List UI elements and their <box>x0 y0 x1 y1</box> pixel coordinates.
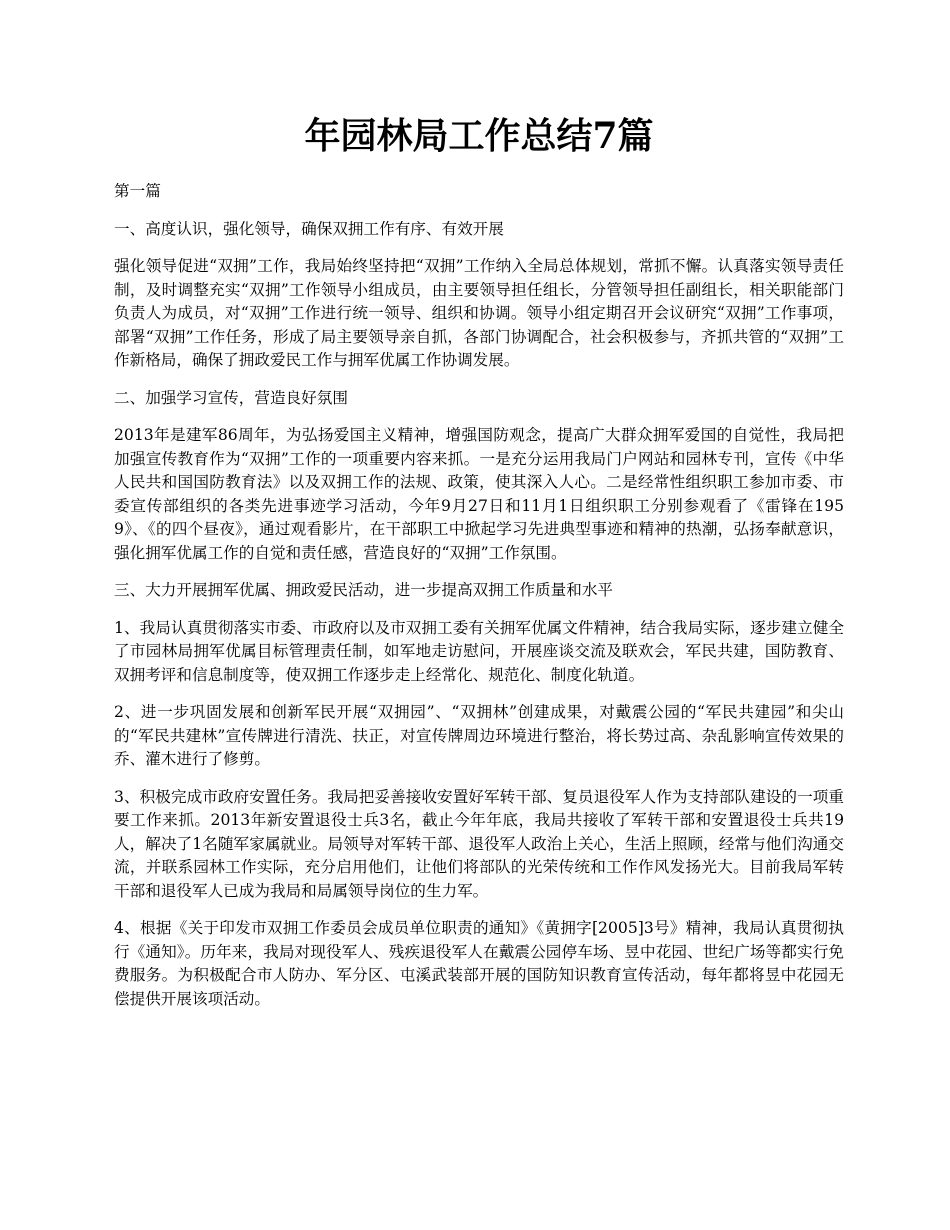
heading-3: 三、大力开展拥军优属、拥政爱民活动，进一步提高双拥工作质量和水平 <box>114 581 614 599</box>
paragraph-3: 1、我局认真贯彻落实市委、市政府以及市双拥工委有关拥军优属文件精神，结合我局实际，逐步建立健全了市园林局拥军优属目标管理责任制，如军地走访慰问，开展座谈交流及联欢会，军民共建，国防教育、双拥考评和信息制度等，使双拥工作逐步走上经常化、规范化、制度化轨道。 <box>114 618 844 684</box>
paragraph-5: 3、积极完成市政府安置任务。我局把妥善接收安置好军转干部、复员退役军人作为支持部队建设的一项重要工作来抓。2013年新安置退役士兵3名，截止今年年底，我局共接收了军转干部和安置退役士兵共19人，解决了1名随军家属就业。局领导对军转干部、退役军人政治上关心，生活上照顾，经常与他们沟通交流，并联系园林工作实际，充分启用他们，让他们将部队的光荣传统和工作作风发扬光大。目前我局军转干部和退役军人已成为我局和局属领导岗位的生力军。 <box>114 787 844 900</box>
section-label: 第一篇 <box>114 182 161 200</box>
paragraph-4: 2、进一步巩固发展和创新军民开展“双拥园”、“双拥林”创建成果，对戴震公园的“军民共建园”和尖山的“军民共建林”宣传牌进行清洗、扶正，对宣传牌周边环境进行整治，将长势过高、杂乱影响宣传效果的乔、灌木进行了修剪。 <box>114 703 844 768</box>
document-title: 年园林局工作总结7篇 <box>304 115 654 157</box>
document-body <box>114 180 844 1025</box>
paragraph-2: 2013年是建军86周年，为弘扬爱国主义精神，增强国防观念，提高广大群众拥军爱国的自觉性，我局把加强宣传教育作为“双拥”工作的一项重要内容来抓。一是充分运用我局门户网站和园林专刊，宣传《中华人民共和国国防教育法》以及双拥工作的法规、政策，使其深入人心。二是经常性组织职工参加市委、市委宣传部组织的各类先进事迹学习活动，今年9月27日和11月1日组织职工分别参观看了《雷锋在1959》、《的四个昼夜》，通过观看影片，在干部职工中掀起学习先进典型事迹和精神的热潮，弘扬奉献意识，强化拥军优属工作的自觉和责任感，营造良好的“双拥”工作氛围。 <box>114 426 844 562</box>
heading-2: 二、加强学习宣传，营造良好氛围 <box>114 388 348 407</box>
paragraph-6: 4、根据《关于印发市双拥工作委员会成员单位职责的通知》《黄拥字[2005]3号》精神，我局认真贯彻执行《通知》。历年来，我局对现役军人、残疾退役军人在戴震公园停车场、昱中花园、世纪广场等都实行免费服务。为积极配合市人防办、军分区、屯溪武装部开展的国防知识教育宣传活动，每年都将昱中花园无偿提供开展该项活动。 <box>114 919 844 1008</box>
heading-1: 一、高度认识，强化领导，确保双拥工作有序、有效开展 <box>114 219 504 238</box>
paragraph-1: 强化领导促进“双拥”工作，我局始终坚持把“双拥”工作纳入全局总体规划，常抓不懈。认真落实领导责任制，及时调整充实“双拥”工作领导小组成员，由主要领导担任组长，分管领导担任副组长，相关职能部门负责人为成员，对“双拥”工作进行统一领导、组织和协调。领导小组定期召开会议研究“双拥”工作事项，部署“双拥”工作任务，形成了局主要领导亲自抓，各部门协调配合，社会积极参与，齐抓共管的“双拥”工作新格局，确保了拥政爱民工作与拥军优属工作协调发展。 <box>114 257 844 369</box>
